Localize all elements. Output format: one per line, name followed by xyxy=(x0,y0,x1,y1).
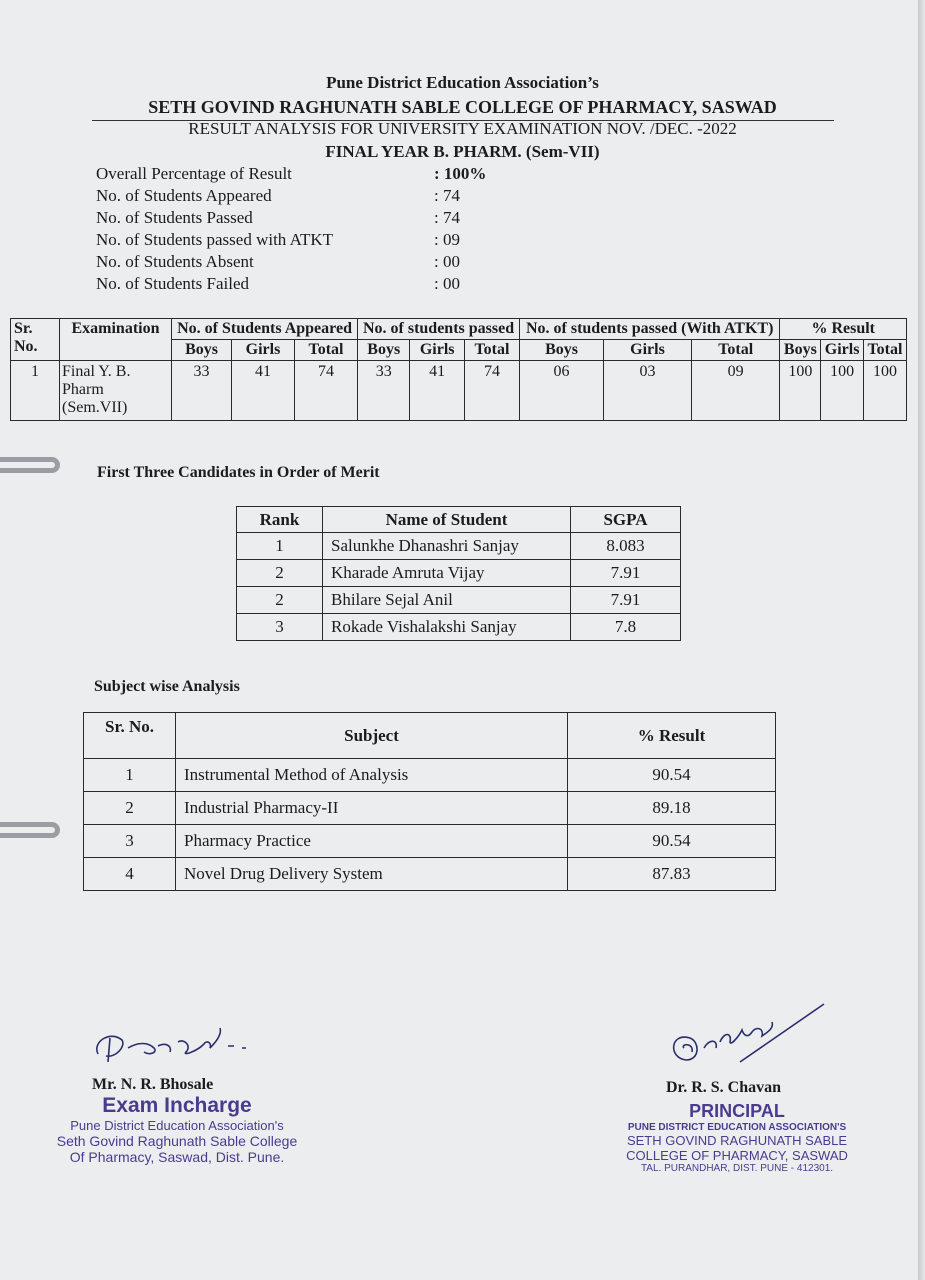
col-name: Name of Student xyxy=(323,507,571,533)
stat-value: : 00 xyxy=(434,274,460,293)
cell-value: 100 xyxy=(821,361,864,421)
table-row xyxy=(84,825,776,858)
exam-title: RESULT ANALYSIS FOR UNIVERSITY EXAMINATION NOV. /DEC. -2022 xyxy=(188,119,737,138)
stamp-line: Of Pharmacy, Saswad, Dist. Pune. xyxy=(69,1149,285,1165)
subject-table xyxy=(83,712,776,891)
association-title: Pune District Education Association’s xyxy=(326,73,599,92)
cell-sr: 2 xyxy=(84,792,176,825)
cell-sgpa: 7.91 xyxy=(571,587,681,614)
cell-value: 41 xyxy=(410,361,465,421)
table-row xyxy=(84,759,776,792)
cell-result: 89.18 xyxy=(568,792,776,825)
cell-value: 100 xyxy=(780,361,821,421)
col-passed: No. of students passed xyxy=(358,319,520,340)
cell-name: Bhilare Sejal Anil xyxy=(323,587,571,614)
cell-name: Rokade Vishalakshi Sanjay xyxy=(323,614,571,641)
subject-analysis-title: Subject wise Analysis xyxy=(94,678,240,695)
cell-subject: Instrumental Method of Analysis xyxy=(176,759,568,792)
cell-sr: 1 xyxy=(84,759,176,792)
cell-value: 09 xyxy=(691,361,780,421)
stat-row xyxy=(96,273,486,295)
college-title: SETH GOVIND RAGHUNATH SABLE COLLEGE OF PHARMACY, SASWAD xyxy=(148,97,777,117)
col-rank: Rank xyxy=(237,507,323,533)
cell-exam: Final Y. B. Pharm (Sem.VII) xyxy=(60,361,172,421)
col-examination: Examination xyxy=(60,319,172,361)
stamp-line: Seth Govind Raghunath Sable College xyxy=(56,1133,298,1149)
stat-label: No. of Students passed with ATKT xyxy=(96,230,334,249)
stat-row xyxy=(96,163,486,185)
cell-result: 90.54 xyxy=(568,759,776,792)
merit-title: First Three Candidates in Order of Merit xyxy=(97,464,380,481)
cell-sgpa: 7.8 xyxy=(571,614,681,641)
sub-girls: Girls xyxy=(232,340,295,361)
stat-label: No. of Students Absent xyxy=(96,252,254,271)
cell-value: 74 xyxy=(464,361,519,421)
sub-boys: Boys xyxy=(519,340,603,361)
sub-total: Total xyxy=(294,340,357,361)
cell-subject: Novel Drug Delivery System xyxy=(176,858,568,891)
sub-girls: Girls xyxy=(821,340,864,361)
exam-incharge-stamp xyxy=(52,1094,302,1165)
table-row xyxy=(237,533,681,560)
cell-subject: Industrial Pharmacy-II xyxy=(176,792,568,825)
cell-value: 03 xyxy=(604,361,692,421)
cell-name: Kharade Amruta Vijay xyxy=(323,560,571,587)
stat-value: : 00 xyxy=(434,252,460,271)
col-appeared: No. of Students Appeared xyxy=(172,319,358,340)
col-result: % Result xyxy=(780,319,907,340)
stamp-line: COLLEGE OF PHARMACY, SASWAD xyxy=(626,1148,848,1163)
table-row xyxy=(11,361,907,421)
col-sr-no: Sr. No. xyxy=(84,713,176,759)
cell-sgpa: 8.083 xyxy=(571,533,681,560)
binder-ring-bottom xyxy=(0,822,60,838)
stat-value: : 74 xyxy=(434,186,460,205)
stat-label: No. of Students Failed xyxy=(96,274,249,293)
cell-value: 06 xyxy=(519,361,603,421)
principal-name: Dr. R. S. Chavan xyxy=(666,1079,781,1096)
col-result: % Result xyxy=(568,713,776,759)
sub-girls: Girls xyxy=(410,340,465,361)
table-row xyxy=(84,858,776,891)
stat-label: Overall Percentage of Result xyxy=(96,164,292,183)
cell-rank: 1 xyxy=(237,533,323,560)
stat-value: : 100% xyxy=(434,164,487,183)
binder-ring-top xyxy=(0,457,60,473)
cell-result: 87.83 xyxy=(568,858,776,891)
cell-sr: 4 xyxy=(84,858,176,891)
signature-chavan xyxy=(660,998,830,1074)
stat-value: : 09 xyxy=(434,230,460,249)
col-sr-no: Sr. No. xyxy=(11,319,60,361)
sub-boys: Boys xyxy=(358,340,410,361)
stat-row xyxy=(96,251,486,273)
table-header-row xyxy=(84,713,776,759)
signature-bhosale xyxy=(88,1012,278,1072)
sub-girls: Girls xyxy=(604,340,692,361)
cell-sgpa: 7.91 xyxy=(571,560,681,587)
stamp-line: PUNE DISTRICT EDUCATION ASSOCIATION'S xyxy=(627,1122,847,1133)
exam-incharge-name: Mr. N. R. Bhosale xyxy=(92,1076,214,1093)
class-title: FINAL YEAR B. PHARM. (Sem-VII) xyxy=(325,142,600,161)
merit-table xyxy=(236,506,681,641)
cell-rank: 3 xyxy=(237,614,323,641)
col-atkt: No. of students passed (With ATKT) xyxy=(519,319,779,340)
stamp-title: PRINCIPAL xyxy=(689,1101,785,1121)
stat-label: No. of Students Passed xyxy=(96,208,253,227)
cell-subject: Pharmacy Practice xyxy=(176,825,568,858)
table-header-row xyxy=(237,507,681,533)
stamp-line: Pune District Education Association's xyxy=(70,1118,284,1133)
stamp-title: Exam Incharge xyxy=(102,1094,252,1117)
table-row xyxy=(237,614,681,641)
cell-value: 33 xyxy=(172,361,232,421)
cell-value: 74 xyxy=(294,361,357,421)
table-row xyxy=(237,560,681,587)
cell-sr: 3 xyxy=(84,825,176,858)
stat-label: No. of Students Appeared xyxy=(96,186,272,205)
col-subject: Subject xyxy=(176,713,568,759)
stamp-line: TAL. PURANDHAR, DIST. PUNE - 412301. xyxy=(640,1163,834,1174)
stat-value: : 74 xyxy=(434,208,460,227)
cell-rank: 2 xyxy=(237,587,323,614)
summary-stats xyxy=(96,163,486,295)
cell-rank: 2 xyxy=(237,560,323,587)
table-row xyxy=(84,792,776,825)
cell-value: 100 xyxy=(863,361,906,421)
cell-value: 33 xyxy=(358,361,410,421)
sub-total: Total xyxy=(863,340,906,361)
stat-row xyxy=(96,229,486,251)
sub-total: Total xyxy=(691,340,780,361)
sub-boys: Boys xyxy=(172,340,232,361)
col-sgpa: SGPA xyxy=(571,507,681,533)
stat-row xyxy=(96,207,486,229)
page-edge xyxy=(918,0,925,1280)
result-table xyxy=(10,318,907,421)
principal-stamp xyxy=(612,1100,862,1174)
cell-value: 41 xyxy=(232,361,295,421)
table-row xyxy=(237,587,681,614)
cell-name: Salunkhe Dhanashri Sanjay xyxy=(323,533,571,560)
stat-row xyxy=(96,185,486,207)
cell-sr: 1 xyxy=(11,361,60,421)
sub-total: Total xyxy=(464,340,519,361)
stamp-line: SETH GOVIND RAGHUNATH SABLE xyxy=(626,1133,848,1148)
cell-result: 90.54 xyxy=(568,825,776,858)
sub-boys: Boys xyxy=(780,340,821,361)
table-header-row xyxy=(11,319,907,340)
